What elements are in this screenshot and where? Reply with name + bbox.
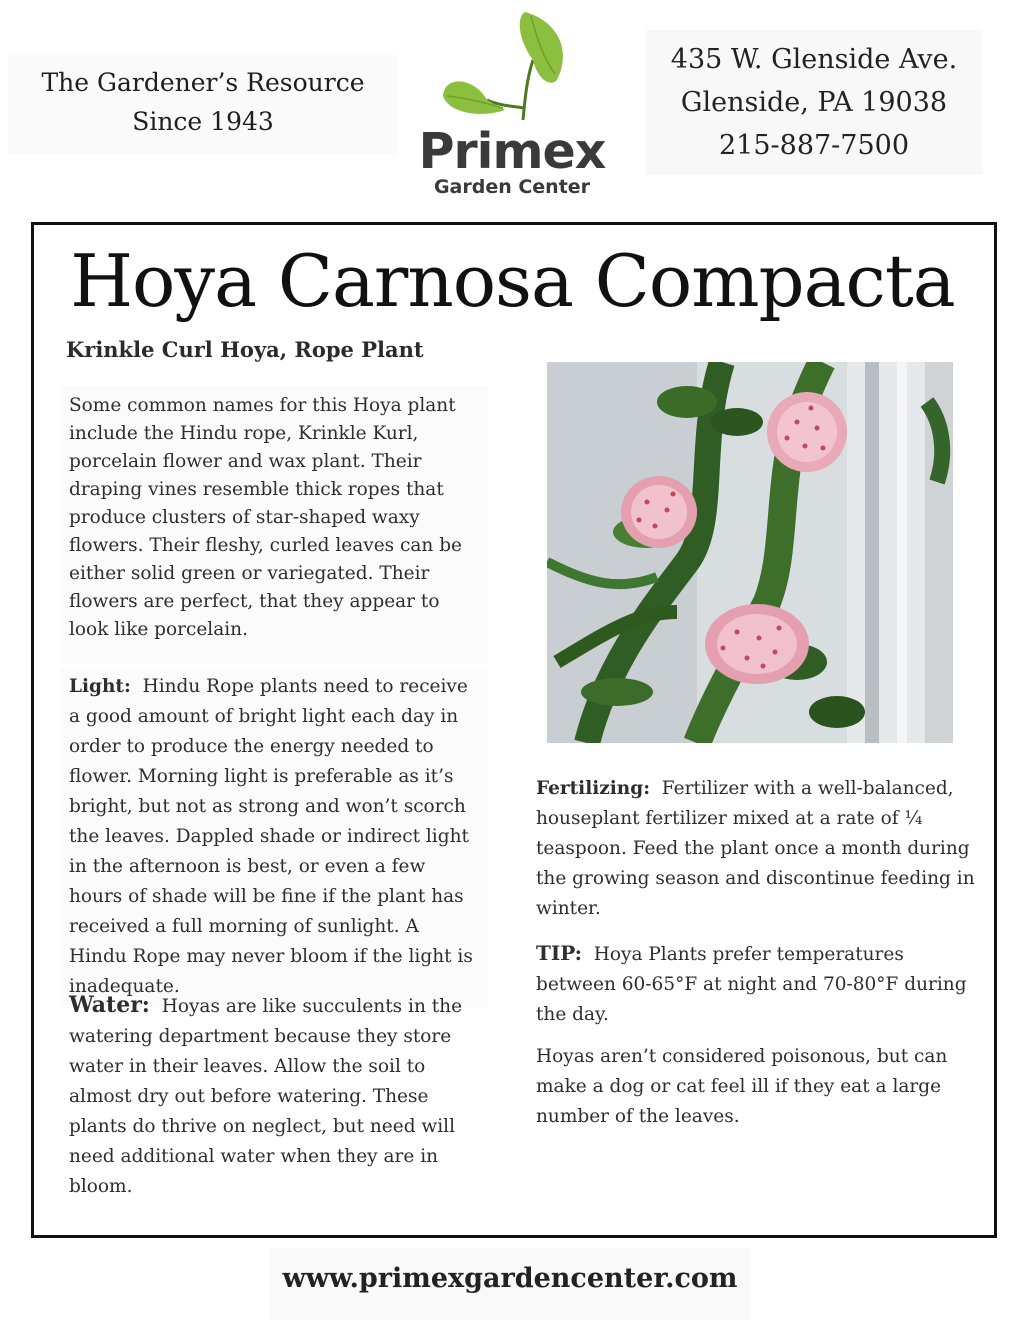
address-block (646, 30, 982, 175)
logo-wordmark: Primex (418, 123, 606, 180)
address-street: 435 W. Glenside Ave. (670, 44, 958, 75)
tagline-line1: The Gardener’s Resource (41, 68, 365, 97)
water-label: Water: (69, 992, 150, 1018)
light-section (60, 668, 488, 1008)
address-city: Glenside, PA 19038 (680, 87, 948, 118)
website-link[interactable]: www.primexgardencenter.com (270, 1248, 750, 1320)
phone-number: 215-887-7500 (718, 130, 910, 161)
poison-note: Hoyas aren’t considered poisonous, but can make a dog or cat feel ill if they eat a large number of the leaves. (536, 1046, 948, 1127)
intro-paragraph: Some common names for this Hoya plant include the Hindu rope, Krinkle Kurl, porcelain flower and wax plant. Their draping vines resemble thick ropes that produce clusters of star-shaped waxy flowers. Their fleshy, curled leaves can be either solid green or variegated. Their flowers are perfect, that they appear to look like porcelain. (60, 386, 488, 664)
tagline (8, 55, 398, 155)
page-subtitle: Krinkle Curl Hoya, Rope Plant (66, 337, 424, 362)
page-title: Hoya Carnosa Compacta (70, 239, 955, 323)
hoya-photo (547, 362, 953, 743)
fertilizing-text: Fertilizer with a well-balanced, houseplant fertilizer mixed at a rate of ¼ teaspoon. Feed the plant once a month during the growing season and discontinue feeding in winter. (536, 778, 975, 919)
tip-label: TIP: (536, 941, 582, 965)
tip-section (536, 938, 976, 1030)
logo-subtitle: Garden Center (433, 176, 591, 198)
water-section (60, 986, 488, 1206)
light-text: Hindu Rope plants need to receive a good amount of bright light each day in order to produce the energy needed to flower. Morning light is preferable as it’s bright, but not as strong and won’t scorch the leaves. Dappled shade or indirect light in the afternoon is best, or even a few hours of shade will be fine if the plant has received a full morning of sunlight. A Hindu Rope may never bloom if the light is inadequate. (69, 676, 473, 997)
tagline-line2: Since 1943 (132, 107, 274, 136)
tip-text: Hoya Plants prefer temperatures between 60-65°F at night and 70-80°F during the day. (536, 944, 967, 1025)
light-label: Light: (69, 676, 131, 697)
fertilizing-label: Fertilizing: (536, 778, 651, 799)
water-text: Hoyas are like succulents in the watering department because they store water in their leaves. Allow the soil to almost dry out before watering. These plants do thrive on neglect, but need will need additional water when they are in bloom. (69, 996, 463, 1197)
fertilizing-section (536, 774, 976, 924)
